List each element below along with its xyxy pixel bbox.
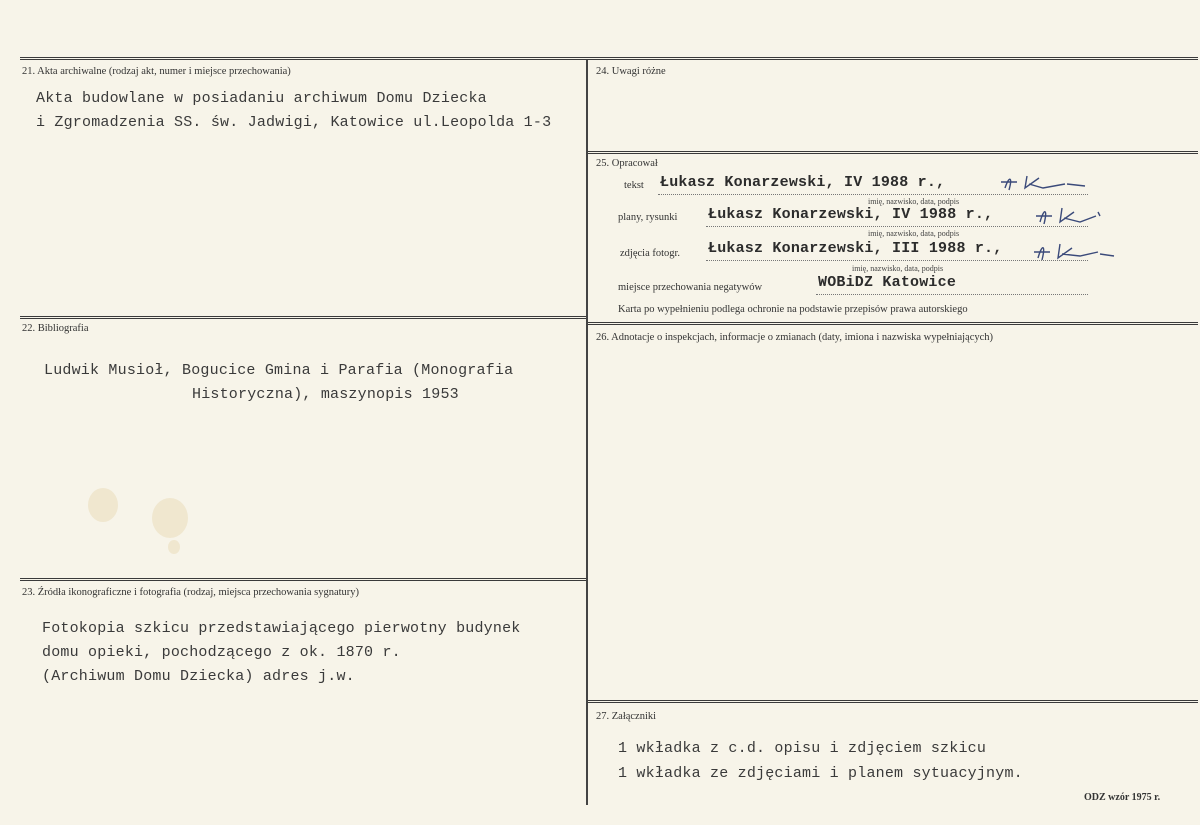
divider-26-27 [588,700,1198,703]
divider-25-26 [588,322,1198,325]
section-22-label: 22. Bibliografia [22,323,89,334]
paper-stain [88,488,118,522]
tekst-underline [658,194,1088,195]
section-24-label: 24. Uwagi różne [596,66,666,77]
section-21-line-2: i Zgromadzenia SS. św. Jadwigi, Katowice ul.Leopolda 1-3 [36,114,552,131]
zdjecia-label: zdjęcia fotogr. [620,248,681,259]
divider-21-22 [20,316,586,319]
section-21-label: 21. Akta archiwalne (rodzaj akt, numer i miejsce przechowania) [22,66,291,77]
form-id: ODZ wzór 1975 r. [1084,792,1161,803]
section-22-line-1: Ludwik Musioł, Bogucice Gmina i Parafia (Monografia [44,362,514,379]
copyright-note: Karta po wypełnieniu podlega ochronie na podstawie przepisów prawa autorskiego [618,304,968,315]
plany-value: Łukasz Konarzewski, IV 1988 r., [708,206,994,223]
section-27-line-2: 1 wkładka ze zdjęciami i planem sytuacyjnym. [618,765,1023,782]
section-26-label: 26. Adnotacje o inspekcjach, informacje o zmianach (daty, imiona i nazwiska wypełniających) [596,332,994,343]
tekst-caption: imię, nazwisko, data, podpis [868,197,960,206]
section-27-line-1: 1 wkładka z c.d. opisu i zdjęciem szkicu [618,740,987,757]
signature-icon [995,172,1095,194]
plany-label: plany, rysunki [618,212,678,223]
section-23-line-1: Fotokopia szkicu przedstawiającego pierwotny budynek [42,620,521,637]
section-22-line-2: Historyczna), maszynopis 1953 [192,386,459,403]
zdjecia-value: Łukasz Konarzewski, III 1988 r., [708,240,1003,257]
negatywy-value: WOBiDZ Katowice [818,274,957,291]
section-21-line-1: Akta budowlane w posiadaniu archiwum Domu Dziecka [36,90,487,107]
paper-stain [152,498,188,538]
zdjecia-caption: imię, nazwisko, data, podpis [852,264,944,273]
negatywy-underline [816,294,1088,295]
negatywy-label: miejsce przechowania negatywów [618,282,763,293]
signature-icon [1028,240,1118,264]
tekst-value: Łukasz Konarzewski, IV 1988 r., [660,174,946,191]
top-rule [20,57,1198,60]
section-23-label: 23. Źródła ikonograficzne i fotografia (rodzaj, miejsca przechowania sygnatury) [22,587,360,598]
section-27-label: 27. Załączniki [596,711,657,722]
signature-icon [1030,204,1110,228]
section-23-line-3: (Archiwum Domu Dziecka) adres j.w. [42,668,355,685]
divider-24-25 [588,151,1198,154]
section-25-label: 25. Opracował [596,158,658,169]
section-23-line-2: domu opieki, pochodzącego z ok. 1870 r. [42,644,401,661]
divider-22-23 [20,578,586,581]
plany-caption: imię, nazwisko, data, podpis [868,229,960,238]
paper-stain [168,540,180,554]
center-divider [586,60,588,805]
tekst-label: tekst [624,180,644,191]
